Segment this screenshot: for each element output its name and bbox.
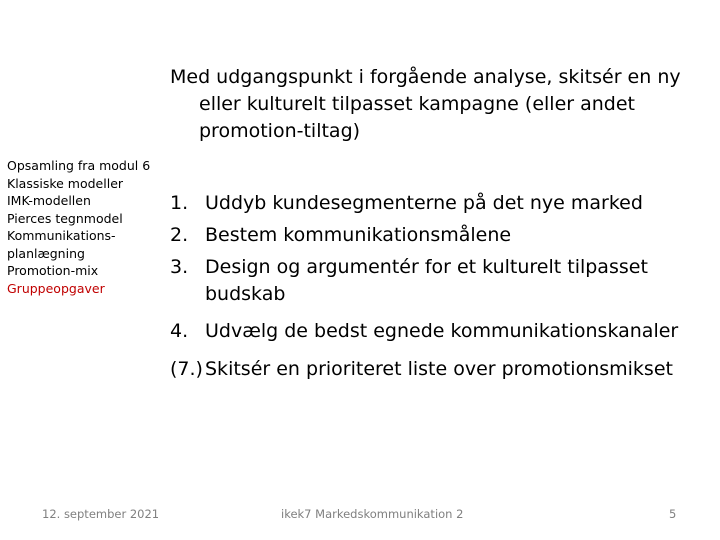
step-item-3	[170, 254, 648, 308]
step-item-2	[170, 222, 511, 249]
step-item-4	[170, 318, 678, 345]
sidebar-item-promotion-mix: Promotion-mix	[7, 263, 99, 278]
sidebar-item-kommunikations: Kommunikations-	[7, 228, 116, 243]
sidebar-outline	[7, 157, 157, 297]
intro-line-2: eller kulturelt tilpasset kampagne (eller andet	[199, 93, 635, 115]
intro-line-3: promotion-tiltag)	[199, 120, 361, 142]
sidebar-item-pierces-tegnmodel: Pierces tegnmodel	[7, 210, 123, 226]
intro-paragraph	[170, 64, 710, 145]
step-number: 3.	[170, 256, 189, 278]
sidebar-item-opsamling: Opsamling fra modul 6	[7, 158, 151, 173]
step-text: Udvælg de bedst egnede kommunikationskanaler	[205, 320, 679, 342]
footer-title: ikek7 Markedskommunikation 2	[281, 507, 464, 521]
footer-page-number: 5	[669, 507, 677, 521]
step-number: 4.	[170, 320, 189, 342]
step-text: Bestem kommunikationsmålene	[205, 224, 512, 246]
step-item-1	[170, 190, 643, 217]
step-number: 2.	[170, 224, 189, 246]
sidebar-item-klassiske-modeller: Klassiske modeller	[7, 175, 124, 191]
intro-line-1: Med udgangspunkt i forgående analyse, skitsér en ny	[170, 66, 681, 88]
step-text: Uddyb kundesegmenterne på det nye marked	[205, 192, 643, 214]
step-item-7	[170, 356, 673, 383]
sidebar-item-imk-modellen: IMK-modellen	[7, 193, 91, 208]
step-text: Skitsér en prioriteret liste over promotionsmikset	[205, 358, 673, 380]
step-text: Design og argumentér for et kulturelt tilpasset	[205, 256, 648, 278]
sidebar-item-planlaegning: planlægning	[7, 245, 85, 261]
footer-date: 12. september 2021	[42, 507, 160, 521]
step-number: (7.)	[170, 358, 203, 380]
sidebar-item-gruppeopgaver: Gruppeopgaver	[7, 280, 105, 296]
step-text-continuation: budskab	[205, 283, 286, 305]
step-number: 1.	[170, 192, 189, 214]
